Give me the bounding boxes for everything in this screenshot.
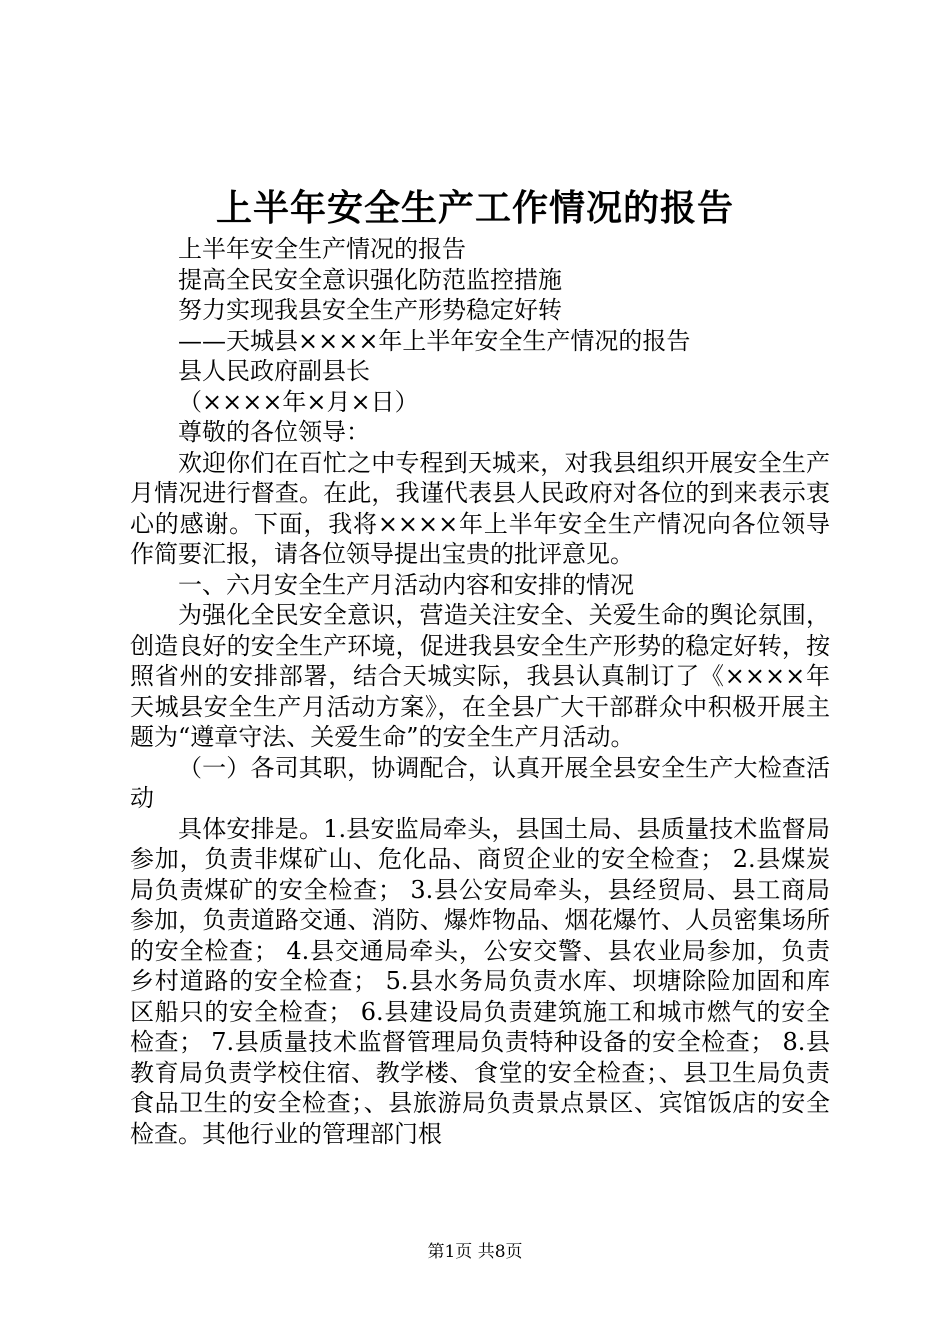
subsection-heading-1: （一）各司其职，协调配合，认真开展全县安全生产大检查活动 [130, 753, 830, 812]
section-heading-1: 一、六月安全生产月活动内容和安排的情况 [178, 570, 634, 599]
paragraph-report-name: ——天城县××××年上半年安全生产情况的报告 [178, 326, 691, 355]
page-number: 第1页 共8页 [427, 1242, 523, 1262]
paragraph-slogan-1: 提高全民安全意识强化防范监控措施 [178, 265, 562, 294]
paragraph-slogan-2: 努力实现我县安全生产形势稳定好转 [178, 296, 562, 324]
paragraph-subtitle: 上半年安全生产情况的报告 [178, 235, 466, 263]
paragraph-date: （××××年×月×日） [178, 387, 419, 416]
paragraph-section-1: 为强化全民安全意识，营造关注安全、关爱生命的舆论氛围，创造良好的安全生产环境，促进我县安全生产形势的稳定好转，按照省州的安排部署，结合天城实际，我县认真制订了《××××年天城县安全生产月活动方案》，在全县广大干部群众中积极开展主题为“遵章守法、关爱生命”的安全生产月活动。 [130, 601, 830, 751]
document-body [130, 234, 830, 1149]
paragraph-arrangement: 具体安排是。1.县安监局牵头，县国土局、县质量技术监督局参加，负责非煤矿山、危化品、商贸企业的安全检查； 2.县煤炭局负责煤矿的安全检查； 3.县公安局牵头，县经贸局、县工商局参加，负责道路交通、消防、爆炸物品、烟花爆竹、人员密集场所的安全检查； 4.县交通局牵头，公安交警、县农业局参加，负责乡村道路的安全检查； 5.县水务局负责水库、坝塘除险加固和库区船只的安全检查； 6.县建设局负责建筑施工和城市燃气的安全检查； 7.县质量技术监督管理局负责特种设备的安全检查； 8.县教育局负责学校住宿、教学楼、食堂的安全检查；、县卫生局负责食品卫生的安全检查；、县旅游局负责景点景区、宾馆饭店的安全检查。其他行业的管理部门根 [130, 814, 830, 1148]
paragraph-author: 县人民政府副县长 [178, 357, 370, 385]
paragraph-welcome: 欢迎你们在百忙之中专程到天城来，对我县组织开展安全生产月情况进行督查。在此，我谨代表县人民政府对各位的到来表示衷心的感谢。下面，我将××××年上半年安全生产情况向各位领导作简要汇报，请各位领导提出宝贵的批评意见。 [130, 448, 830, 568]
document-title: 上半年安全生产工作情况的报告 [215, 187, 734, 229]
paragraph-salutation: 尊敬的各位领导： [178, 418, 370, 446]
